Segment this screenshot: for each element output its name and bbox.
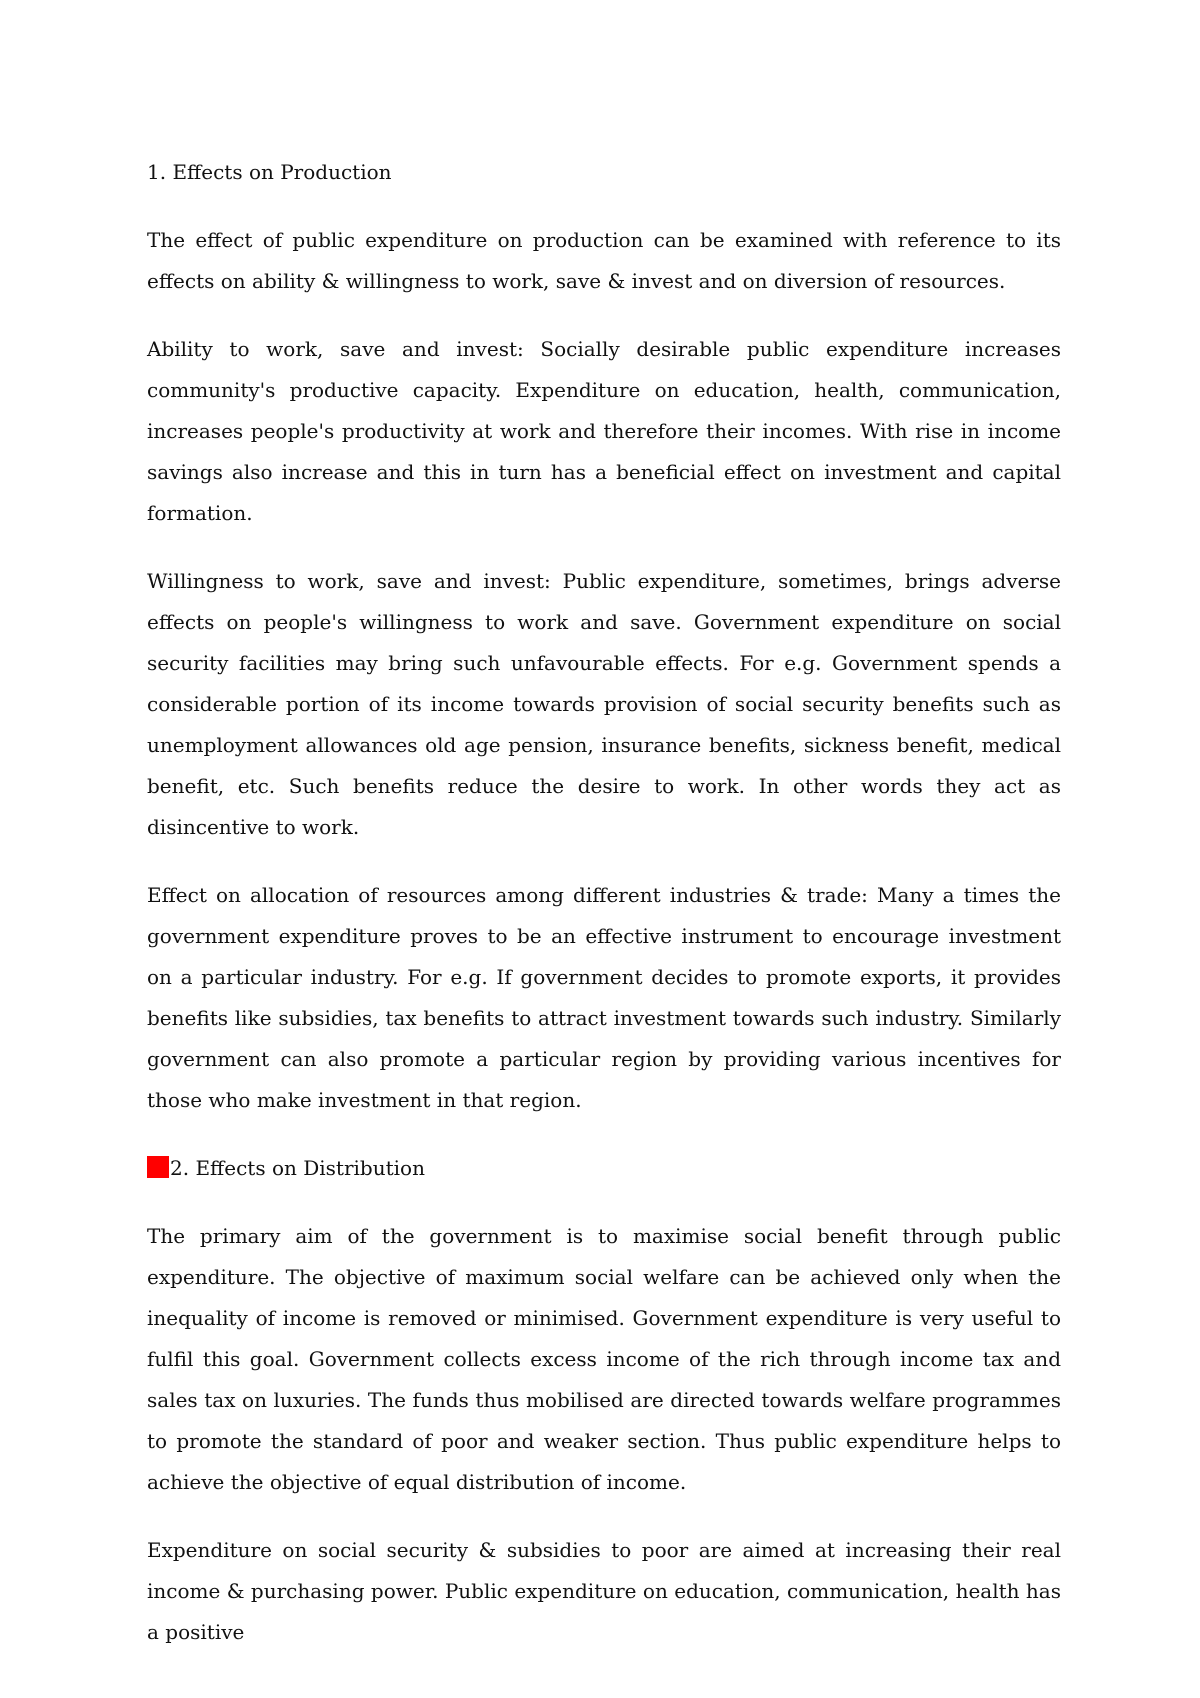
paragraph-willingness: Willingness to work, save and invest: Public expenditure, sometimes, brings adverse effects on people's willingness to work and save. Government expenditure on social security facilities may bring such unfavourable effects. For e.g. Government spends a considerable portion of its income towards provision of social security benefits such as unemployment allowances old age pension, insurance benefits, sickness benefit, medical benefit, etc. Such benefits reduce the desire to work. In other words they act as disincentive to work. <box>147 569 1061 839</box>
paragraph-allocation: Effect on allocation of resources among different industries & trade: Many a times the government expenditure proves to be an effective instrument to encourage investment on a particular industry. For e.g. If government decides to promote exports, it provides benefits like subsidies, tax benefits to attract investment towards such industry. Similarly government can also promote a particular region by providing various incentives for those who make investment in that region. <box>147 883 1061 1112</box>
paragraph-social-security: Expenditure on social security & subsidies to poor are aimed at increasing their real income & purchasing power. Public expenditure on education, communication, health has a positive <box>147 1538 1061 1644</box>
red-square-marker <box>147 1156 169 1178</box>
section-heading-production: 1. Effects on Production <box>147 160 392 184</box>
paragraph-distribution-aim: The primary aim of the government is to maximise social benefit through public expenditure. The objective of maximum social welfare can be achieved only when the inequality of income is removed or minimised. Government expenditure is very useful to fulfil this goal. Government collects excess income of the rich through income tax and sales tax on luxuries. The funds thus mobilised are directed towards welfare programmes to promote the standard of poor and weaker section. Thus public expenditure helps to achieve the objective of equal distribution of income. <box>147 1224 1061 1494</box>
section-heading-distribution: 2. Effects on Distribution <box>170 1156 425 1180</box>
paragraph-ability: Ability to work, save and invest: Socially desirable public expenditure increases community's productive capacity. Expenditure on education, health, communication, increases people's productivity at work and therefore their incomes. With rise in income savings also increase and this in turn has a beneficial effect on investment and capital formation. <box>147 337 1061 525</box>
section-heading-distribution-row <box>147 1148 1061 1189</box>
document-body <box>147 152 1061 1680</box>
paragraph-intro: The effect of public expenditure on production can be examined with reference to its effects on ability & willingness to work, save & invest and on diversion of resources. <box>147 228 1061 293</box>
